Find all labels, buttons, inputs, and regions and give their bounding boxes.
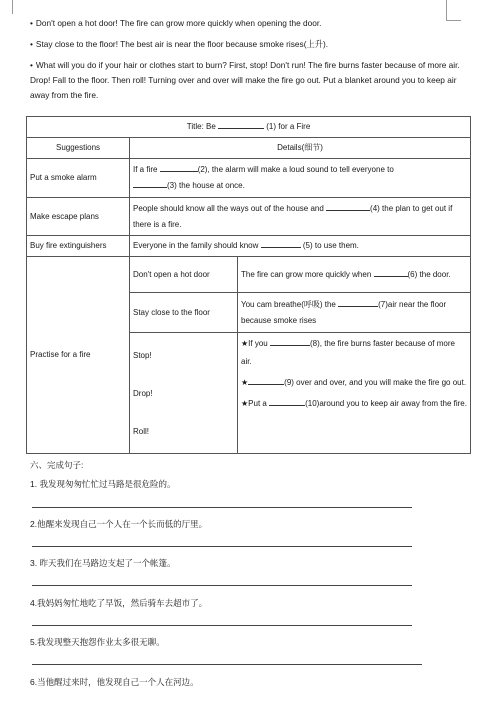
detail-text: You cam breathe(呼吸) the (241, 299, 336, 309)
detail-text: If a fire (133, 165, 158, 174)
bullet-paragraph (30, 58, 470, 103)
sentence-prompt: 2.他醒来发现自己一个人在一个长而低的厅里。 (30, 519, 208, 529)
practise-sub: Don't open a hot door (130, 257, 238, 293)
detail-text: ★Put a (241, 399, 267, 408)
answer-blank-8[interactable] (270, 336, 310, 346)
detail-text: (9) over and over, and you will make the fire go out. (284, 378, 467, 387)
detail-text: (6) the door. (407, 269, 451, 279)
answer-blank-2[interactable] (160, 162, 198, 172)
bullet-icon: • (30, 18, 33, 28)
suggestion-cell: Make escape plans (27, 198, 130, 236)
details-cell (130, 198, 471, 236)
answer-blank-9[interactable] (248, 375, 284, 385)
bullet-text: What will you do if your hair or clothes start to burn? First, stop! Don't run! The fire burns faster because of more air. Drop! Fall to the floor. Then roll! Turning over and over will make the fire go out. Put a blanket around you to keep air away from the fire. (30, 60, 460, 100)
answer-blank-5[interactable] (261, 238, 301, 248)
answer-line[interactable] (32, 585, 412, 586)
title-suffix: (1) for a Fire (266, 122, 311, 131)
bullet-icon: • (30, 39, 33, 49)
sentence-prompt: 1. 我发现匆匆忙忙过马路是很危险的。 (30, 479, 176, 489)
answer-blank-1[interactable] (218, 119, 264, 129)
bullet-paragraph (30, 16, 470, 31)
actions-detail (238, 333, 471, 454)
answer-line[interactable] (32, 507, 412, 508)
sentence-prompt: 4.我妈妈匆忙地吃了早饭，然后骑车去超市了。 (30, 598, 208, 608)
answer-blank-3[interactable] (133, 178, 167, 188)
fire-safety-table (26, 116, 471, 454)
details-cell (130, 159, 471, 198)
action-roll: Roll! (133, 427, 150, 436)
bullet-paragraph (30, 37, 470, 52)
detail-text: (10)around you to keep air away from the fire. (305, 399, 467, 408)
bullet-text: Stay close to the floor! The best air is near the floor because smoke rises(上升). (35, 39, 329, 49)
detail-text: Everyone in the family should know (133, 241, 259, 250)
action-drop: Drop! (133, 389, 153, 398)
suggestion-cell: Buy fire extinguishers (27, 236, 130, 257)
answer-blank-7[interactable] (338, 297, 378, 307)
detail-text: (3) the house at once. (167, 181, 245, 190)
sentence-prompt: 5.我发现整天抱怨作业太多很无聊。 (30, 637, 165, 647)
bullet-icon: • (30, 60, 33, 70)
detail-text: People should know all the ways out of the house and (133, 203, 324, 213)
answer-blank-10[interactable] (269, 396, 305, 406)
table-title (27, 117, 471, 138)
answer-line[interactable] (32, 625, 412, 626)
detail-text: The fire can grow more quickly when (241, 269, 372, 279)
answer-line[interactable] (32, 546, 412, 547)
detail-text: ★ (241, 378, 249, 387)
suggestion-cell: Put a smoke alarm (27, 159, 130, 198)
bullet-text: Don't open a hot door! The fire can grow more quickly when opening the door. (35, 18, 322, 28)
practise-sub: Stay close to the floor (130, 293, 238, 333)
detail-text: (2), the alarm will make a loud sound to tell everyone to (197, 165, 394, 174)
sentence-prompt: 3. 昨天我们在马路边支起了一个帐篷。 (30, 558, 176, 568)
detail-text: (8), the fire burns faster because of more air. (241, 339, 455, 366)
detail-text: (7)air near the floor because smoke rises (241, 299, 447, 325)
sentence-prompt: 6.当他醒过来时，他发现自己一个人在河边。 (30, 677, 199, 687)
practise-detail (238, 293, 471, 333)
detail-text: (4) the plan to get out if there is a fire. (133, 203, 453, 229)
detail-text: ★If you (241, 339, 268, 348)
actions-cell (130, 333, 238, 454)
page-corner-mark (0, 0, 13, 14)
practise-label: Practise for a fire (27, 257, 130, 454)
header-details: Details(细节) (130, 138, 471, 159)
answer-blank-6[interactable] (374, 267, 408, 277)
details-cell (130, 236, 471, 257)
section-title: 六、完成句子: (30, 460, 84, 470)
detail-text: (5) to use them. (302, 241, 359, 250)
action-stop: Stop! (133, 351, 152, 360)
answer-line[interactable] (32, 664, 422, 665)
answer-blank-4[interactable] (326, 201, 370, 211)
header-suggestions: Suggestions (27, 138, 130, 159)
title-prefix: Title: Be (186, 122, 216, 131)
practise-detail (238, 257, 471, 293)
